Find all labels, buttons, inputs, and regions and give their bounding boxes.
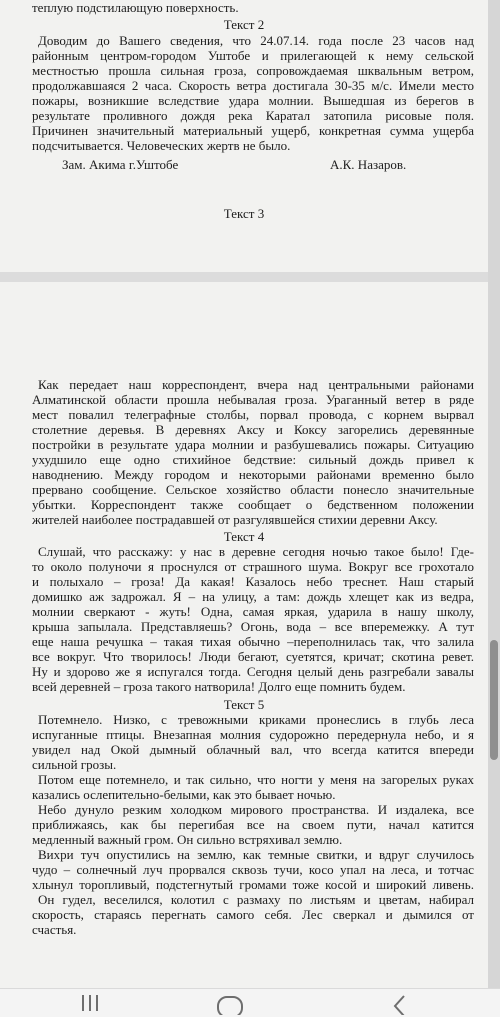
text5-heading: Текст 5	[223, 697, 265, 712]
text4-line: еще наша речушка – такая тихая обычно –переполнилась так, что залила	[32, 634, 474, 649]
text5-line: хлынул торопливый, подстегнутый громами тоже косой и широкий ливень.	[32, 877, 474, 892]
text4-line: молнии сверкают - жуть! Одна, самая яркая, ударила в нашу школу,	[32, 604, 474, 619]
document-page-2	[0, 282, 488, 988]
text3-line: ухудшило еще одно стихийное бедствие: сильный дождь привел к	[32, 452, 474, 467]
text5-line: испуганные птицы. Внезапная молния судорожно передернула небо, и я	[32, 727, 474, 742]
top-fragment: теплую подстилающую поверхность.	[32, 0, 239, 15]
home-icon	[215, 995, 245, 1015]
recent-apps-button[interactable]	[60, 989, 120, 1017]
text3-line: Как передает наш корреспондент, вчера над центральными районами	[38, 377, 474, 392]
text2-line: местностью прошла сильная гроза, сопровождаемая шквальным ветром,	[32, 63, 474, 78]
text2-line: районным центром-городом Уштобе и прилегающей к нему сельской	[32, 48, 474, 63]
text4-line: то около полуночи я проснулся от страшного шума. Вокруг все грохотало	[32, 559, 474, 574]
text5-line: скорость, стараясь перегнать самого себя. Лес сверкал и дымился от	[32, 907, 474, 922]
text5-line: приближаясь, как бы перегибая все на своем пути, начал катится	[32, 817, 474, 832]
text5-line: Потом еще потемнело, и так сильно, что ногти у меня на загорелых руках	[38, 772, 474, 787]
text2-line: продолжавшаяся 2 часа. Скорость ветра достигала 30-35 м/с. Имели место	[32, 78, 474, 93]
text2-line: пожары, возникшие вследствие удара молнии. Вышедшая из берегов в	[32, 93, 474, 108]
page-gap	[0, 272, 500, 282]
text4-line: крыша запылала. Представляешь? Огонь, вода – все вперемежку. А тут	[32, 619, 474, 634]
text3-line: жителей наиболее пострадавшей от разгулявшейся стихии деревни Аксу.	[32, 512, 438, 527]
text2-line: подсчитывается. Человеческих жертв не было.	[32, 138, 291, 153]
text5-line: Он гудел, веселился, колотил с размаху по листьям и цветам, набирал	[38, 892, 474, 907]
text2-heading: Текст 2	[223, 17, 265, 32]
text5-line: увидел над Окой дымный облачный вал, что всегда катится впереди	[32, 742, 474, 757]
text5-line: сильной грозы.	[32, 757, 117, 772]
text3-line: прервано сообщение. Сельское хозяйство области понесло значительные	[32, 482, 474, 497]
scrollbar[interactable]	[488, 0, 500, 988]
text5-line: чудо – солнечный луч прорвался сквозь тучи, косо упал на леса, и тотчас	[32, 862, 474, 877]
text3-line: убытки. Корреспондент также сообщает о бедственном положении	[32, 497, 474, 512]
text5-line: Небо дунуло резким холодком мирового пространства. И издалека, все	[38, 802, 474, 817]
text5-line: Вихри туч опустились на землю, как темные свитки, и вдруг случилось	[38, 847, 474, 862]
text3-line: Алматинской области прошла небывалая гроза. Ураганный ветер в ряде	[32, 392, 474, 407]
text2-line: Доводим до Вашего сведения, что 24.07.14. года после 23 часов над	[38, 33, 474, 48]
recent-apps-icon	[75, 995, 105, 1011]
text4-line: все вокруг. Что творилось! Люди бегают, суетятся, кричат; скотина ревет.	[32, 649, 474, 664]
text5-line: счастья.	[32, 922, 77, 937]
text5-line: медленный важный гром. Он сильно встряхивал землю.	[32, 832, 343, 847]
document-page-1	[0, 0, 488, 272]
text3-line: постройки в результате удара молнии и разбушевались пожары. Ситуацию	[32, 437, 474, 452]
scrollbar-thumb[interactable]	[490, 640, 498, 760]
text3-line: мест повалил телеграфные столбы, порвал провода, с корнем вырвал	[32, 407, 474, 422]
system-navigation-bar	[0, 988, 500, 1017]
text4-line: всей деревней – гроза такого натворила! Долго еще помнить будем.	[32, 679, 406, 694]
text4-line: и полыхало – гроза! Да какая! Казалось небо треснет. Наш старый	[32, 574, 474, 589]
signature-position: Зам. Акима г.Уштобе	[62, 157, 179, 172]
text4-line: Ну и здорово же я испугался тогда. Сегодня целый день разгребали завалы	[32, 664, 474, 679]
text2-line: результате проливного дождя река Каратал затопила рисовые поля.	[32, 108, 474, 123]
text3-line: столетние деревья. В деревнях Аксу и Коксу загорелись деревянные	[32, 422, 474, 437]
home-button[interactable]	[200, 989, 260, 1017]
back-icon	[385, 995, 415, 1015]
text4-heading: Текст 4	[223, 529, 265, 544]
signature-name: А.К. Назаров.	[330, 157, 407, 172]
text3-heading: Текст 3	[223, 206, 265, 221]
back-button[interactable]	[370, 989, 430, 1017]
text3-line: наводнению. Между городом и некоторыми районами временно было	[32, 467, 474, 482]
text5-line: Потемнело. Низко, с тревожными криками пронеслись в глубь леса	[38, 712, 474, 727]
text4-line: домишко аж задрожал. Я – на улицу, а там: дождь хлещет как из ведра,	[32, 589, 474, 604]
text2-line: Причинен значительный материальный ущерб, конкретная сумма ущерба	[32, 123, 474, 138]
text5-line: казались ослепительно-белыми, как это бывает ночью.	[32, 787, 336, 802]
text4-line: Слушай, что расскажу: у нас в деревне сегодня ночью такое было! Где-	[38, 544, 474, 559]
